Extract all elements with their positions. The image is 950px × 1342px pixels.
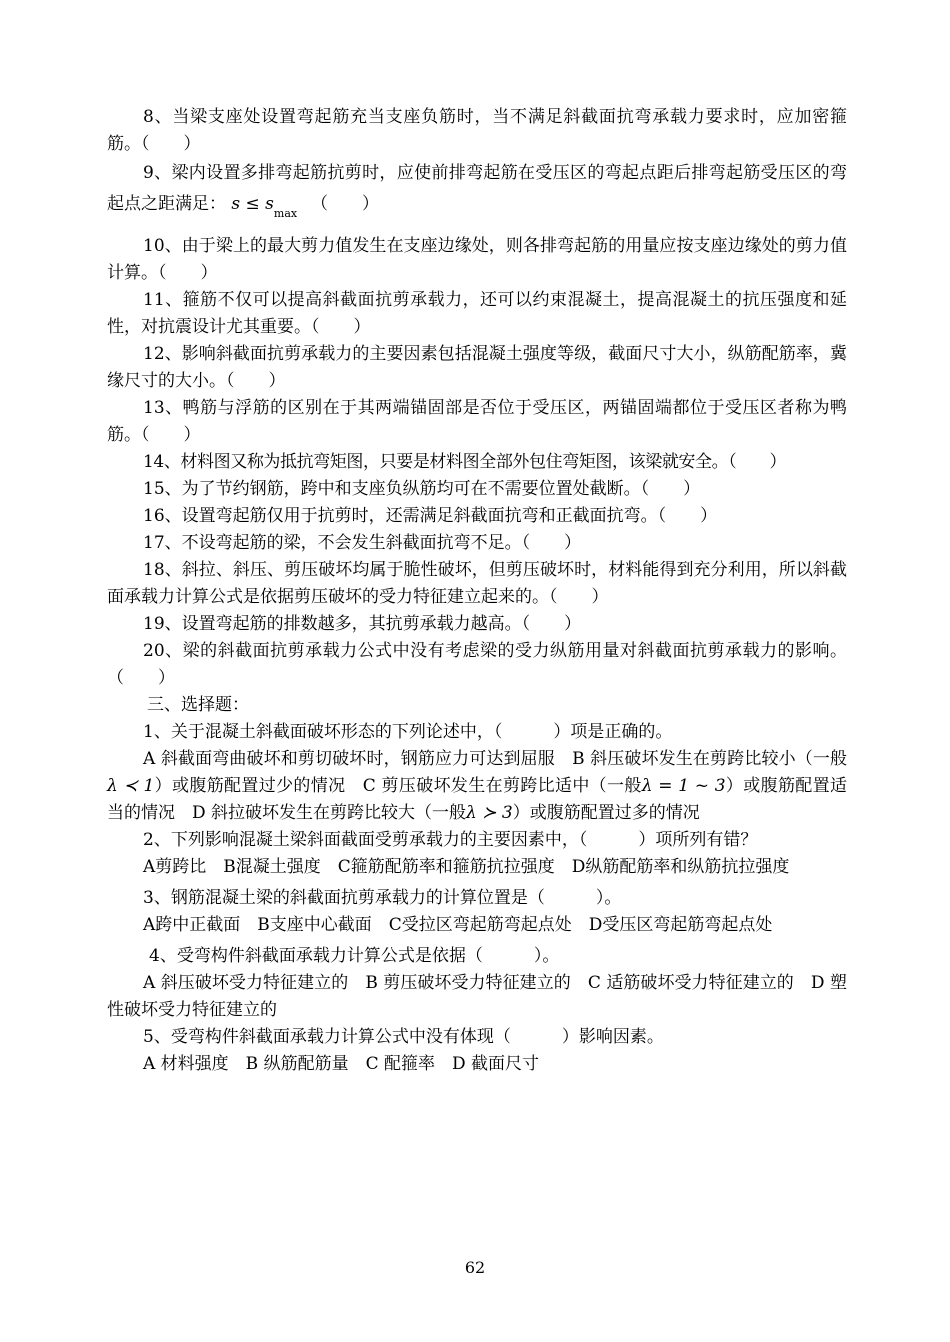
tf-item-9-text: 9、梁内设置多排弯起筋抗剪时，应使前排弯起筋在受压区的弯起点距后排弯起筋受压区的弯起点之距满足：	[107, 163, 847, 214]
tf-item-8: 8、当梁支座处设置弯起筋充当支座负筋时，当不满足斜截面抗弯承载力要求时，应加密箍筋。（ ）	[107, 107, 847, 154]
mc-question-3: 3、钢筋混凝土梁的斜截面抗剪承载力的计算位置是（ ）。	[143, 888, 622, 908]
mc-options-1-part-b: ）或腹筋配置过少的情况 C 剪压破坏发生在剪跨比适中（一般	[154, 776, 642, 796]
formula-subscript: max	[273, 207, 298, 220]
page-number: 62	[464, 1258, 486, 1277]
tf-item-9-blank: （ ）	[302, 194, 380, 214]
tf-item-16: 16、设置弯起筋仅用于抗剪时，还需满足斜截面抗弯和正截面抗弯。（ ）	[143, 506, 718, 526]
tf-item-17: 17、不设弯起筋的梁，不会发生斜截面抗弯不足。（ ）	[143, 533, 582, 553]
lambda-formula-2: λ = 1 ~ 3	[641, 776, 726, 796]
document-body	[107, 104, 847, 1078]
tf-item-14: 14、材料图又称为抵抗弯矩图，只要是材料图全部外包住弯矩图，该梁就安全。（ ）	[143, 452, 787, 472]
mc-options-4: A 斜压破坏受力特征建立的 B 剪压破坏受力特征建立的 C 适筋破坏受力特征建立的 D 塑性破坏受力特征建立的	[107, 973, 847, 1020]
inequality-formula	[231, 194, 298, 220]
formula-main: s ≤ s	[231, 194, 274, 214]
mc-options-1	[107, 746, 847, 827]
mc-options-1-part-d: ）或腹筋配置过多的情况	[512, 803, 700, 823]
tf-item-20: 20、梁的斜截面抗剪承载力公式中没有考虑梁的受力纵筋用量对斜截面抗剪承载力的影响。（ ）	[107, 641, 847, 688]
mc-options-1-part-c: ）或腹筋配置适当的情况 D 斜拉破坏发生在剪跨比较大（一般	[107, 776, 847, 823]
tf-item-19: 19、设置弯起筋的排数越多，其抗剪承载力越高。（ ）	[143, 614, 582, 634]
tf-item-12: 12、影响斜截面抗剪承载力的主要因素包括混凝土强度等级，截面尺寸大小，纵筋配筋率，冀缘尺寸的大小。（ ）	[107, 344, 847, 391]
section-title: 三、选择题：	[147, 695, 249, 715]
mc-question-2: 2、下列影响混凝土梁斜面截面受剪承载力的主要因素中，（ ）项所列有错？	[143, 830, 758, 850]
tf-item-9	[107, 158, 847, 229]
lambda-formula-1: λ ≺ 1	[107, 776, 155, 796]
mc-options-3: A跨中正截面 B支座中心截面 C受拉区弯起筋弯起点处 D受压区弯起筋弯起点处	[143, 915, 773, 935]
lambda-formula-3: λ ≻ 3	[466, 803, 513, 823]
mc-options-5: A 材料强度 B 纵筋配筋量 C 配箍率 D 截面尺寸	[143, 1054, 540, 1074]
mc-options-2: A剪跨比 B混凝土强度 C箍筋配筋率和箍筋抗拉强度 D纵筋配筋率和纵筋抗拉强度	[143, 857, 790, 877]
mc-question-1: 1、关于混凝土斜截面破坏形态的下列论述中，（ ）项是正确的。	[143, 722, 673, 742]
tf-item-15: 15、为了节约钢筋，跨中和支座负纵筋均可在不需要位置处截断。（ ）	[143, 479, 701, 499]
mc-question-4: 4、受弯构件斜截面承载力计算公式是依据（ ）。	[149, 946, 560, 966]
mc-question-5: 5、受弯构件斜截面承载力计算公式中没有体现（ ）影响因素。	[143, 1027, 664, 1047]
tf-item-18: 18、斜拉、斜压、剪压破坏均属于脆性破坏，但剪压破坏时，材料能得到充分利用，所以斜截面承载力计算公式是依据剪压破坏的受力特征建立起来的。（ ）	[107, 560, 847, 607]
tf-item-10: 10、由于梁上的最大剪力值发生在支座边缘处，则各排弯起筋的用量应按支座边缘处的剪力值计算。（ ）	[107, 236, 847, 283]
tf-item-11: 11、箍筋不仅可以提高斜截面抗剪承载力，还可以约束混凝土，提高混凝土的抗压强度和延性，对抗震设计尤其重要。（ ）	[107, 290, 847, 337]
mc-options-1-part-a: A 斜截面弯曲破坏和剪切破坏时，钢筋应力可达到屈服 B 斜压破坏发生在剪跨比较小（一般	[143, 749, 847, 769]
tf-item-13: 13、鸭筋与浮筋的区别在于其两端锚固部是否位于受压区，两锚固端都位于受压区者称为鸭筋。（ ）	[107, 398, 847, 445]
